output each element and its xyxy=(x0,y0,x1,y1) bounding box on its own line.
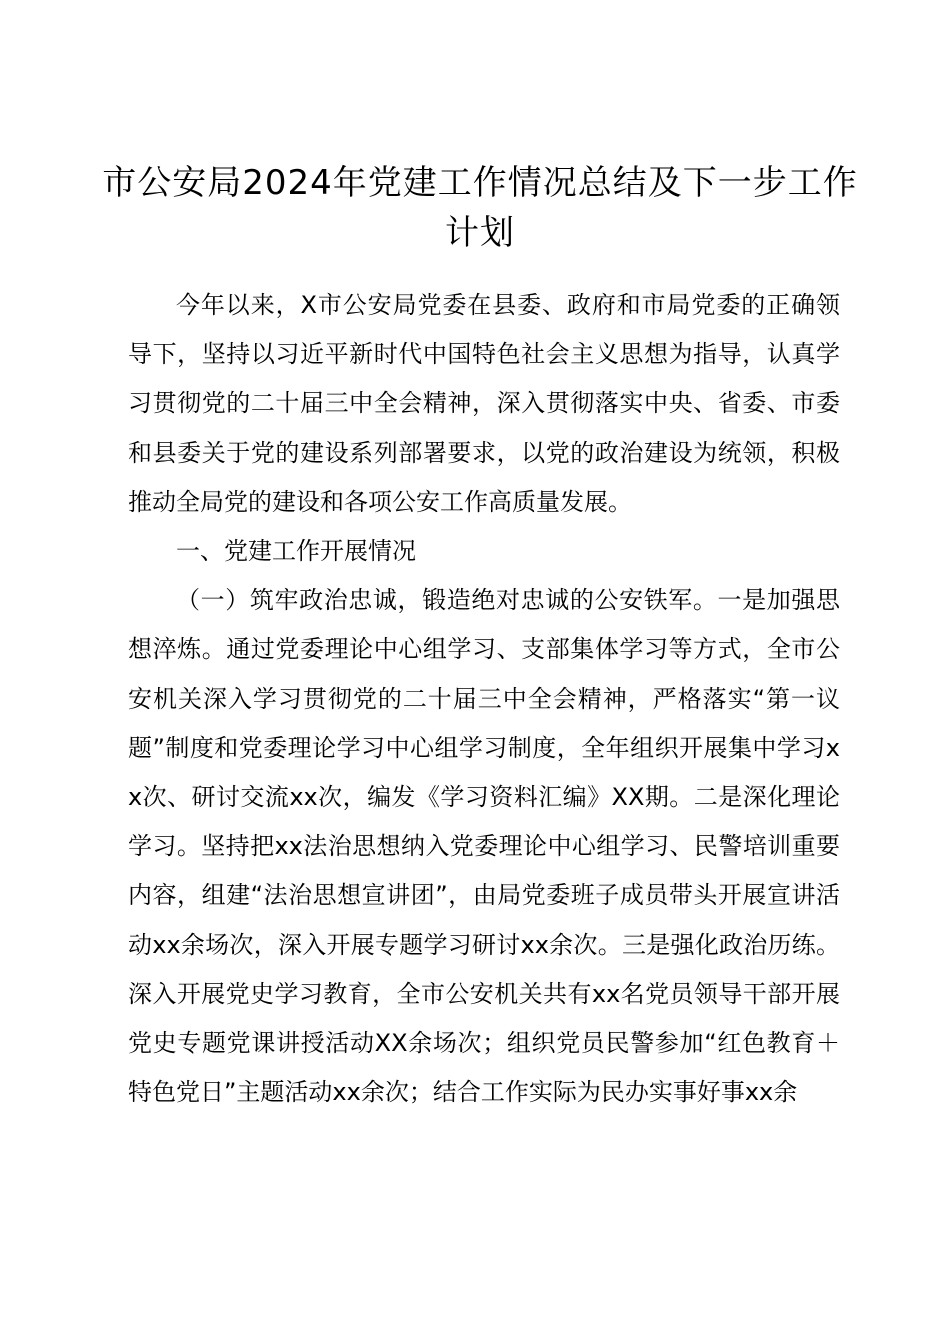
intro-paragraph: 今年以来，X市公安局党委在县委、政府和市局党委的正确领导下，坚持以习近平新时代中国特色社会主义思想为指导，认真学习贯彻党的二十届三中全会精神，深入贯彻落实中央、省委、市委和县委关于党的建设系列部署要求，以党的政治建设为统领，积极推动全局党的建设和各项公安工作高质量发展。 xyxy=(128,291,840,516)
document-body xyxy=(128,281,840,1117)
section-heading: 一、党建工作开展情况 xyxy=(176,537,416,566)
document-title: 市公安局2024年党建工作情况总结及下一步工作计划 xyxy=(102,163,858,253)
body-paragraph: （一）筑牢政治忠诚，锻造绝对忠诚的公安铁军。一是加强思想淬炼。通过党委理论中心组学习、支部集体学习等方式，全市公安机关深入学习贯彻党的二十届三中全会精神，严格落实“第一议题”制度和党委理论学习中心组学习制度，全年组织开展集中学习xx次、研讨交流xx次，编发《学习资料汇编》XX期。二是深化理论学习。坚持把xx法治思想纳入党委理论中心组学习、民警培训重要内容，组建“法治思想宣讲团”，由局党委班子成员带头开展宣讲活动xx余场次，深入开展专题学习研讨xx余次。三是强化政治历练。深入开展党史学习教育，全市公安机关共有xx名党员领导干部开展党史专题党课讲授活动XX余场次；组织党员民警参加“红色教育＋特色党日”主题活动xx余次；结合工作实际为民办实事好事xx余 xyxy=(128,586,840,1107)
